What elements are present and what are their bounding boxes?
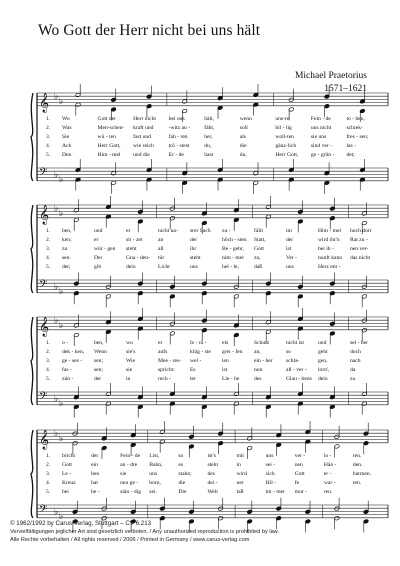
lyric-syllable: Wie [126, 357, 136, 364]
verse-number: 2. [46, 236, 51, 243]
verse-number: 4. [46, 142, 51, 149]
verse-number: 1. [46, 452, 51, 459]
verse-number: 3. [46, 245, 51, 252]
lyric-syllable: Licht [158, 263, 170, 270]
reproduction-notice: Vervielfältigungen jeglicher Art sind gesetzlich verboten. / Any unauthorized reproduction is prohibited by law. [10, 529, 279, 536]
lyric-syllable: len [222, 357, 229, 364]
lyric-syllable: da [350, 366, 356, 373]
lyric-syllable: uns [149, 470, 158, 477]
lyric-syllable: nun [254, 366, 263, 373]
treble-clef: 𝄞 [39, 92, 50, 113]
lyric-syllable: so [286, 348, 291, 355]
lyric-syllable: ner [236, 479, 244, 486]
lyric-syllable: woll-ten [275, 133, 294, 140]
lyric-syllable: hoch dort [350, 227, 372, 234]
page-title: Wo Gott der Herr nicht bei uns hält [38, 22, 261, 39]
lyric-syllable: Er - de [168, 151, 184, 158]
lyric-syllable: die [178, 479, 186, 486]
brace [31, 317, 33, 405]
lyric-syllable: bei uns [168, 115, 185, 122]
lyric-syllable: Kreuz [62, 479, 76, 486]
lyric-syllable: all [158, 245, 164, 252]
flat-sign: ♭ [59, 399, 64, 410]
lyric-syllable: sen. [62, 254, 71, 261]
lyric-syllable: war - [323, 479, 336, 486]
lyric-syllable: sich [265, 470, 275, 477]
lyric-syllable: Gott [62, 461, 72, 468]
lyric-syllable: Der [94, 254, 103, 261]
lyric-syllable: Hil - [265, 479, 277, 486]
lyric-syllable: und [318, 339, 327, 346]
lyric-syllable: Mee - res- [158, 357, 181, 364]
lyric-syllable: im [286, 227, 292, 234]
lyric-syllable: er [158, 339, 163, 346]
lyric-syllable: spricht: [158, 366, 175, 373]
lyric-syllable: wird [236, 470, 247, 477]
lyric-syllable: hat [91, 479, 98, 486]
flat-sign: ♭ [54, 282, 59, 293]
lyric-syllable: nicht ist [286, 339, 304, 346]
lyric-syllable: Fein - de [120, 452, 141, 459]
lyric-syllable: ge - grün - [310, 151, 335, 158]
lyric-syllable: Herr Gott, [97, 142, 121, 149]
flat-sign: ♭ [59, 175, 64, 186]
lyric-syllable: zün - [62, 375, 74, 382]
lyric-syllable: Him - mel [97, 151, 121, 158]
lyric-syllable: be - [91, 488, 100, 495]
lyric-syllable: zu [350, 375, 356, 382]
lyric-syllable: die [239, 142, 247, 149]
lyric-syllable: sen; [94, 366, 104, 373]
verse-number: 5. [46, 488, 51, 495]
lyric-syllable: Men-schen- [97, 124, 125, 131]
lyric-syllable: ter [190, 375, 196, 382]
lyric-syllable: sie [126, 366, 133, 373]
bass-clef: 𝄢 [39, 503, 48, 519]
composer-dates: 1571–1621 [324, 84, 367, 94]
lyric-syllable: Was [62, 124, 72, 131]
lyric-syllable: nen [294, 461, 303, 468]
lyric-syllable: Bahn, [149, 461, 163, 468]
lyric-syllable: Rat zu - [350, 236, 368, 243]
lyric-syllable: Herr nicht [133, 115, 156, 122]
lyric-syllable: Herr Gott, [275, 151, 299, 158]
rights-line: Alle Rechte vorbehalten / All rights reserved / 2006 / Printed in Germany / www.carus-verlag.com [10, 537, 250, 544]
lyric-syllable: geht [318, 348, 328, 355]
composer-name: Michael Praetorius [294, 71, 367, 81]
lyric-syllable: Den [62, 151, 72, 158]
lyric-syllable: Die [178, 488, 187, 495]
verse-number: 4. [46, 366, 51, 373]
treble-clef: 𝄞 [39, 204, 50, 225]
lyric-syllable: ist [222, 366, 228, 373]
lyric-syllable: sit - zet [126, 236, 143, 243]
lyric-syllable: Him - mel [318, 227, 341, 234]
lyric-syllable: Hän - [323, 461, 337, 468]
flat-sign: ♭ [54, 204, 59, 215]
lyric-syllable: ben [91, 470, 100, 477]
lyric-syllable: uns nicht [310, 124, 332, 131]
flat-sign: ♭ [59, 434, 64, 444]
lyric-syllable: zu [62, 245, 68, 252]
lyric-syllable: fast und [133, 133, 151, 140]
lyric-syllable: to - ben, [346, 115, 365, 122]
lyric-syllable: sei. [149, 488, 157, 495]
page-footer [10, 520, 279, 545]
lyric-syllable: gen, [318, 357, 328, 364]
lyric-syllable: dein [126, 263, 136, 270]
lyric-syllable: barmen. [352, 470, 372, 477]
verse-number: 2. [46, 124, 51, 131]
verse-number: 5. [46, 375, 51, 382]
verse-number: 5. [46, 263, 51, 270]
lyric-syllable: els [222, 339, 229, 346]
lyric-syllable: lorn', [318, 366, 330, 373]
brace [31, 430, 33, 518]
lyric-syllable: zu, [254, 254, 261, 261]
flat-sign: ♭ [54, 394, 59, 405]
verse-number: 4. [46, 254, 51, 261]
lyric-syllable: laß [236, 488, 244, 495]
lyric-syllable: an, [254, 348, 261, 355]
lyric-syllable: dein [318, 375, 328, 382]
lyric-syllable: Gna - den- [126, 254, 150, 261]
lyric-syllable: ren. [352, 452, 362, 459]
lyric-syllable: soll [239, 124, 248, 131]
lyric-syllable: des [207, 470, 215, 477]
lyric-syllable: daß [254, 263, 263, 270]
lyric-syllable: sie uns [310, 133, 327, 140]
verse-number: 1. [46, 115, 51, 122]
lyric-syllable: schrek- [346, 124, 363, 131]
lyric-syllable: uns [286, 263, 294, 270]
lyric-syllable: bei [62, 488, 69, 495]
lyric-syllable: Welt [207, 488, 218, 495]
lyric-syllable: wenn [239, 115, 252, 122]
lyric-syllable: Le - [62, 470, 72, 477]
lyric-syllable: Herz ent - [318, 263, 341, 270]
lyric-syllable: sei - [265, 461, 276, 468]
lyric-syllable: gänz-lich [275, 142, 297, 149]
lyric-syllable: hält, [204, 115, 215, 122]
lyric-syllable: ein [91, 461, 98, 468]
lyric-syllable: sind ver - [310, 142, 333, 149]
lyric-syllable: dei - [207, 479, 218, 486]
lyric-syllable: nach [350, 357, 361, 364]
lyric-syllable: nim - mer [222, 254, 245, 261]
lyric-syllable: uns-re [275, 115, 290, 122]
lyric-syllable: las - [346, 142, 356, 149]
lyric-syllable: rech - [158, 375, 171, 382]
lyric-syllable: Gott [254, 245, 264, 252]
lyric-syllable: det [94, 375, 101, 382]
lyric-syllable: sen; [94, 357, 104, 364]
lyric-syllable: stahn; [178, 470, 192, 477]
lyric-syllable: es [178, 461, 184, 468]
lyric-syllable: nicht un- [158, 227, 179, 234]
flat-sign: ♭ [59, 512, 64, 523]
lyric-syllable: sel - ber [350, 339, 369, 346]
lyric-syllable: gib [94, 263, 102, 270]
lyric-syllable: hast [204, 151, 214, 158]
lyric-syllable: o - [62, 339, 69, 346]
lyric-syllable: er - [323, 470, 332, 477]
lyric-syllable: Gott der [97, 115, 117, 122]
lyric-syllable: kraft und [133, 124, 154, 131]
lyric-syllable: tür [158, 254, 165, 261]
lyric-syllable: uns [190, 263, 198, 270]
lyric-syllable: dek - ken, [62, 348, 85, 355]
verse-number: 4. [46, 479, 51, 486]
lyric-syllable: wird ihr'n [318, 236, 340, 243]
lyric-syllable: schla- [286, 357, 300, 364]
lyric-syllable: Gott [294, 470, 305, 477]
lyric-syllable: trö - stest [168, 142, 190, 149]
lyric-syllable: steht [207, 461, 219, 468]
flat-sign: ♭ [59, 97, 64, 107]
lyric-syllable: -witz an - [168, 124, 191, 131]
lyric-syllable: ren. [323, 488, 333, 495]
lyric-syllable: Sie [62, 133, 70, 140]
lyric-syllable: ben, [62, 227, 72, 234]
lyric-syllable: und die [133, 151, 150, 158]
verse-number: 2. [46, 461, 51, 468]
treble-clef: 𝄞 [39, 316, 50, 337]
copyright-line: © 1962/1992 by Carus-Verlag, Stuttgart – CV 6.213 [10, 520, 152, 527]
lyric-syllable: mur - [294, 488, 308, 495]
lyric-syllable: so [178, 452, 184, 459]
brace [31, 93, 33, 181]
lyric-syllable: uns [265, 452, 274, 459]
lyric-syllable: Is - ra - [190, 339, 207, 346]
lyric-syllable: steht [126, 245, 137, 252]
lyric-syllable: bricht [62, 452, 76, 459]
lyric-syllable: grei - fen [222, 348, 243, 355]
lyric-syllable: ver - [294, 452, 306, 459]
lyric-syllable: Lie - be [222, 375, 240, 382]
lyric-syllable: an - dre [120, 461, 138, 468]
flat-sign: ♭ [54, 429, 59, 440]
lyric-syllable: wür - gen [94, 245, 116, 252]
lyric-syllable: du, [239, 151, 247, 158]
lyric-syllable: lo - [323, 452, 332, 459]
lyric-syllable: klüg - ste [190, 348, 211, 355]
lyric-syllable: aufs [158, 348, 168, 355]
lyric-syllable: bei ih - [318, 245, 334, 252]
lyric-syllable: ge - ses - [62, 357, 83, 364]
verse-number: 1. [46, 227, 51, 234]
lyric-syllable: in [126, 375, 131, 382]
lyric-syllable: den. [352, 461, 363, 468]
bass-clef: 𝄢 [39, 278, 48, 294]
lyric-syllable: nunft kann [318, 254, 343, 261]
verse-number: 3. [46, 133, 51, 140]
flat-sign: ♭ [54, 170, 59, 181]
lyric-syllable: Ach [62, 142, 72, 149]
flat-sign: ♭ [59, 209, 64, 219]
lyric-syllable: im - mer [265, 488, 285, 495]
lyric-syllable: det; [346, 151, 355, 158]
lyric-syllable: Be - gehr, [222, 245, 244, 252]
verse-number: 5. [46, 151, 51, 158]
lyric-syllable: steht [190, 254, 201, 261]
lyric-syllable: du, [204, 142, 212, 149]
lyric-syllable: neu ge - [120, 479, 139, 486]
lyric-syllable: fas - [62, 366, 72, 373]
lyric-syllable: her, [204, 133, 213, 140]
lyric-syllable: fah - ren [168, 133, 188, 140]
lyric-syllable: ein - her [254, 357, 273, 364]
flat-sign: ♭ [59, 321, 64, 331]
lyric-syllable: fe [294, 479, 300, 486]
lyric-syllable: all - ver - [286, 366, 307, 373]
lyric-syllable: Statt, [254, 236, 266, 243]
verse-number: 2. [46, 348, 51, 355]
lyric-syllable: an [158, 236, 164, 243]
treble-clef: 𝄞 [39, 429, 50, 450]
lyric-syllable: Fein - de [310, 115, 331, 122]
lyric-syllable: wel - [190, 357, 202, 364]
lyric-syllable: Wo [62, 115, 70, 122]
lyric-syllable: ben, [94, 339, 104, 346]
flat-sign: ♭ [54, 316, 59, 327]
lyric-syllable: born, [149, 479, 161, 486]
lyric-syllable: stän - dig [120, 488, 142, 495]
lyric-syllable: Ver - [286, 254, 298, 261]
lyric-syllable: und [94, 227, 103, 234]
lyric-syllable: srer Sach [190, 227, 211, 234]
lyric-syllable: ten. [352, 479, 362, 486]
lyric-syllable: List, [149, 452, 160, 459]
lyric-syllable: das nicht [350, 254, 371, 261]
lyric-syllable: der [190, 236, 198, 243]
lyric-syllable: hel - le, [222, 263, 239, 270]
lyric-syllable: der [286, 236, 294, 243]
lyric-syllable: nen ver- [350, 245, 369, 252]
lyric-syllable: wü - ten [97, 133, 116, 140]
lyric-syllable: sie's [126, 348, 136, 355]
lyric-syllable: bil - lig [275, 124, 292, 131]
lyric-syllable: des [254, 375, 262, 382]
verse-number: 3. [46, 470, 51, 477]
flat-sign: ♭ [54, 92, 59, 103]
lyric-syllable: mit [236, 452, 245, 459]
lyric-syllable: ist [286, 245, 292, 252]
lyric-syllable: fällt [254, 227, 264, 234]
lyric-syllable: fäht, [204, 124, 215, 131]
lyric-syllable: wie reich [133, 142, 154, 149]
lyric-syllable: Glau - bens [286, 375, 312, 382]
flat-sign: ♭ [59, 287, 64, 298]
lyric-syllable: ihr [190, 245, 197, 252]
lyric-syllable: Schutz [254, 339, 270, 346]
flat-sign: ♭ [54, 507, 59, 518]
brace [31, 205, 33, 293]
lyric-syllable: er [126, 227, 131, 234]
lyric-syllable: Wenn [94, 348, 107, 355]
verse-number: 3. [46, 357, 51, 364]
lyric-syllable: doch [350, 348, 361, 355]
lyric-syllable: in [236, 461, 241, 468]
bass-clef: 𝄢 [39, 166, 48, 182]
lyric-syllable: Es [190, 366, 196, 373]
lyric-syllable: ist's [207, 452, 216, 459]
lyric-syllable: zu - [222, 227, 231, 234]
bass-clef: 𝄢 [39, 390, 48, 406]
lyric-syllable: höch - sten [222, 236, 247, 243]
lyric-syllable: wo [126, 339, 133, 346]
lyric-syllable: als [239, 133, 246, 140]
lyric-syllable: ken; [62, 236, 72, 243]
verse-number: 1. [46, 339, 51, 346]
lyric-syllable: sie [120, 470, 127, 477]
lyric-syllable: er [94, 236, 99, 243]
lyric-syllable: det; [62, 263, 71, 270]
lyric-syllable: fres - sen; [346, 133, 369, 140]
lyric-syllable: der [91, 452, 99, 459]
